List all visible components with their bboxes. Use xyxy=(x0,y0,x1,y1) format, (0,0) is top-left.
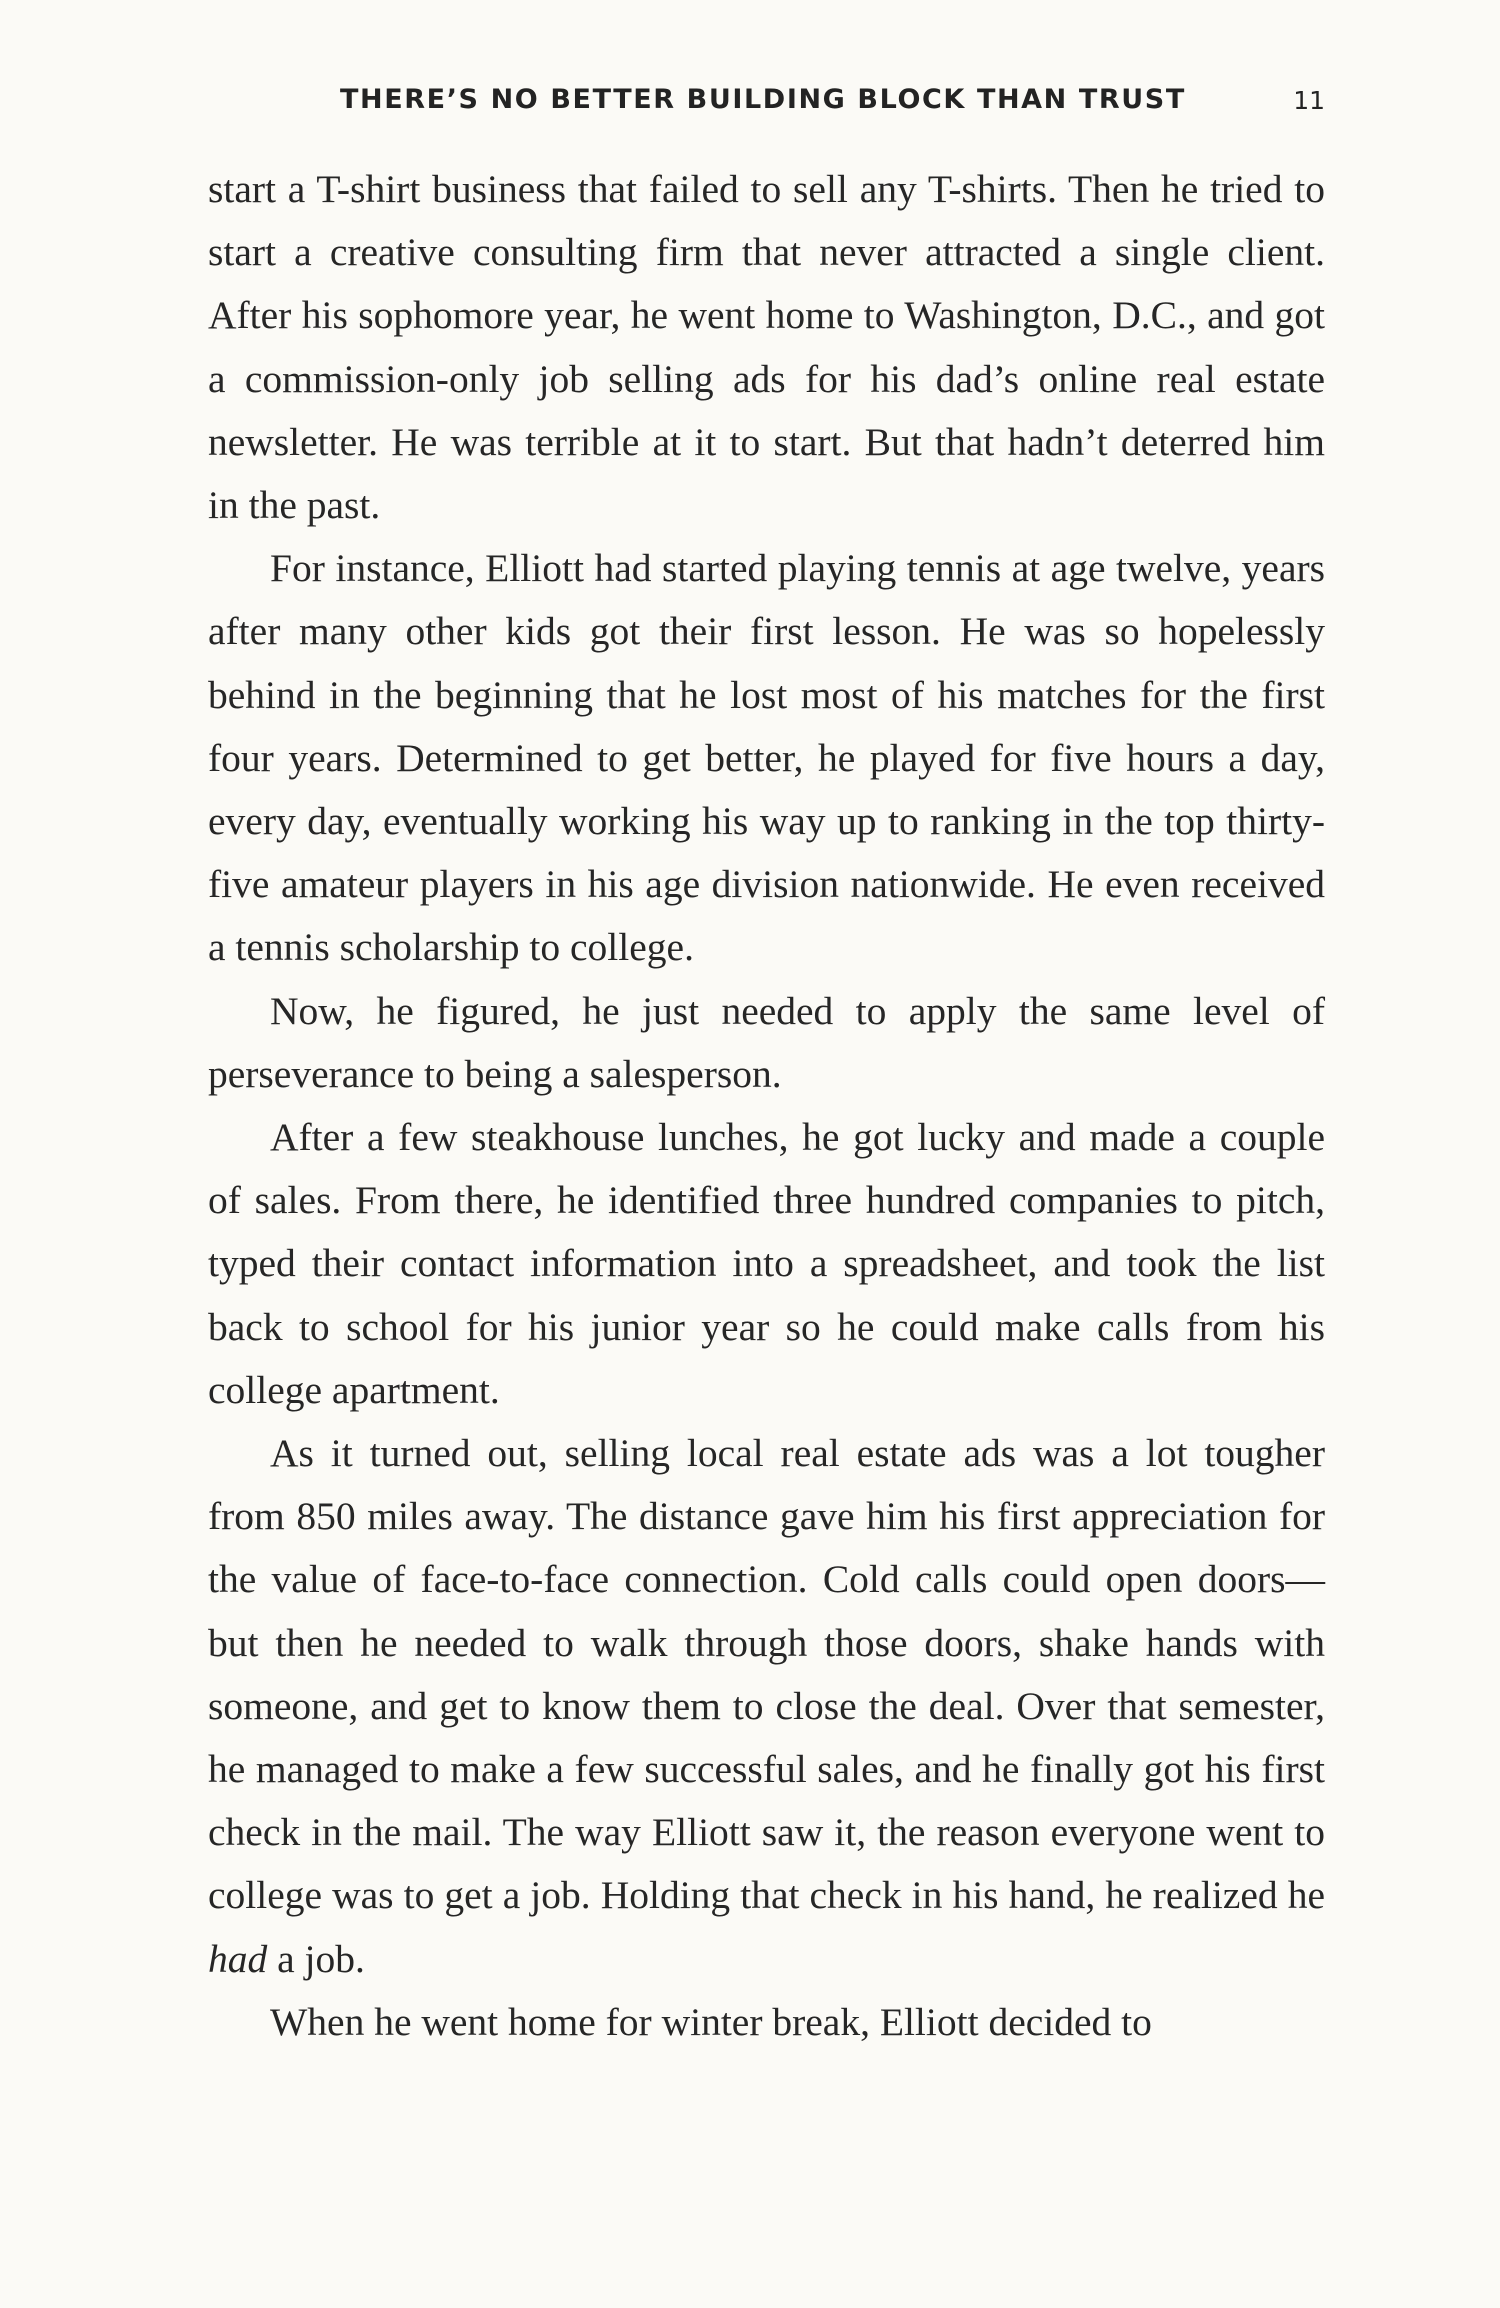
running-header xyxy=(208,84,1325,124)
paragraph-2: For instance, Elliott had started playing tennis at age twelve, years after many other kids got their first lesson. He was so hopelessly behind in the beginning that he lost most of his matches for the first four years. Determined to get better, he played for five hours a day, every day, eventually working his way up to ranking in the top thirty-five amateur players in his age division nationwide. He even received a tennis scholarship to college. xyxy=(208,546,1325,970)
body-text xyxy=(208,158,1325,2054)
paragraph-6: When he went home for winter break, Elliott decided to xyxy=(270,1999,1152,2044)
paragraph-3: Now, he figured, he just needed to apply the same level of perseverance to being a salesperson. xyxy=(208,988,1325,1096)
paragraph-1: start a T-shirt business that failed to sell any T-shirts. Then he tried to start a creative consulting firm that never attracted a single client. After his sophomore year, he went home to Washington, D.C., and got a commission-only job selling ads for his dad’s online real estate newsletter. He was terrible at it to start. But that hadn’t deterred him in the past. xyxy=(208,167,1325,528)
paragraph-5-text-after: a job. xyxy=(267,1936,365,1981)
paragraph-4: After a few steakhouse lunches, he got lucky and made a couple of sales. From there, he identified three hundred companies to pitch, typed their contact information into a spreadsheet, and took the list back to school for his junior year so he could make calls from his college apartment. xyxy=(208,1115,1325,1412)
paragraph-5 xyxy=(208,1422,1325,1991)
paragraph-5-emphasis: had xyxy=(208,1936,268,1981)
chapter-title: THERE’S NO BETTER BUILDING BLOCK THAN TRUST xyxy=(340,84,1186,115)
page-number: 11 xyxy=(1293,86,1325,115)
paragraph-5-text-before: As it turned out, selling local real estate ads was a lot tougher from 850 miles away. The distance gave him his first appreciation for the value of face-to-face connection. Cold calls could open doors—but then he needed to walk through those doors, shake hands with someone, and get to know them to close the deal. Over that semester, he managed to make a few successful sales, and he finally got his first check in the mail. The way Elliott saw it, the reason everyone went to college was to get a job. Holding that check in his hand, he realized he xyxy=(208,1431,1325,1918)
